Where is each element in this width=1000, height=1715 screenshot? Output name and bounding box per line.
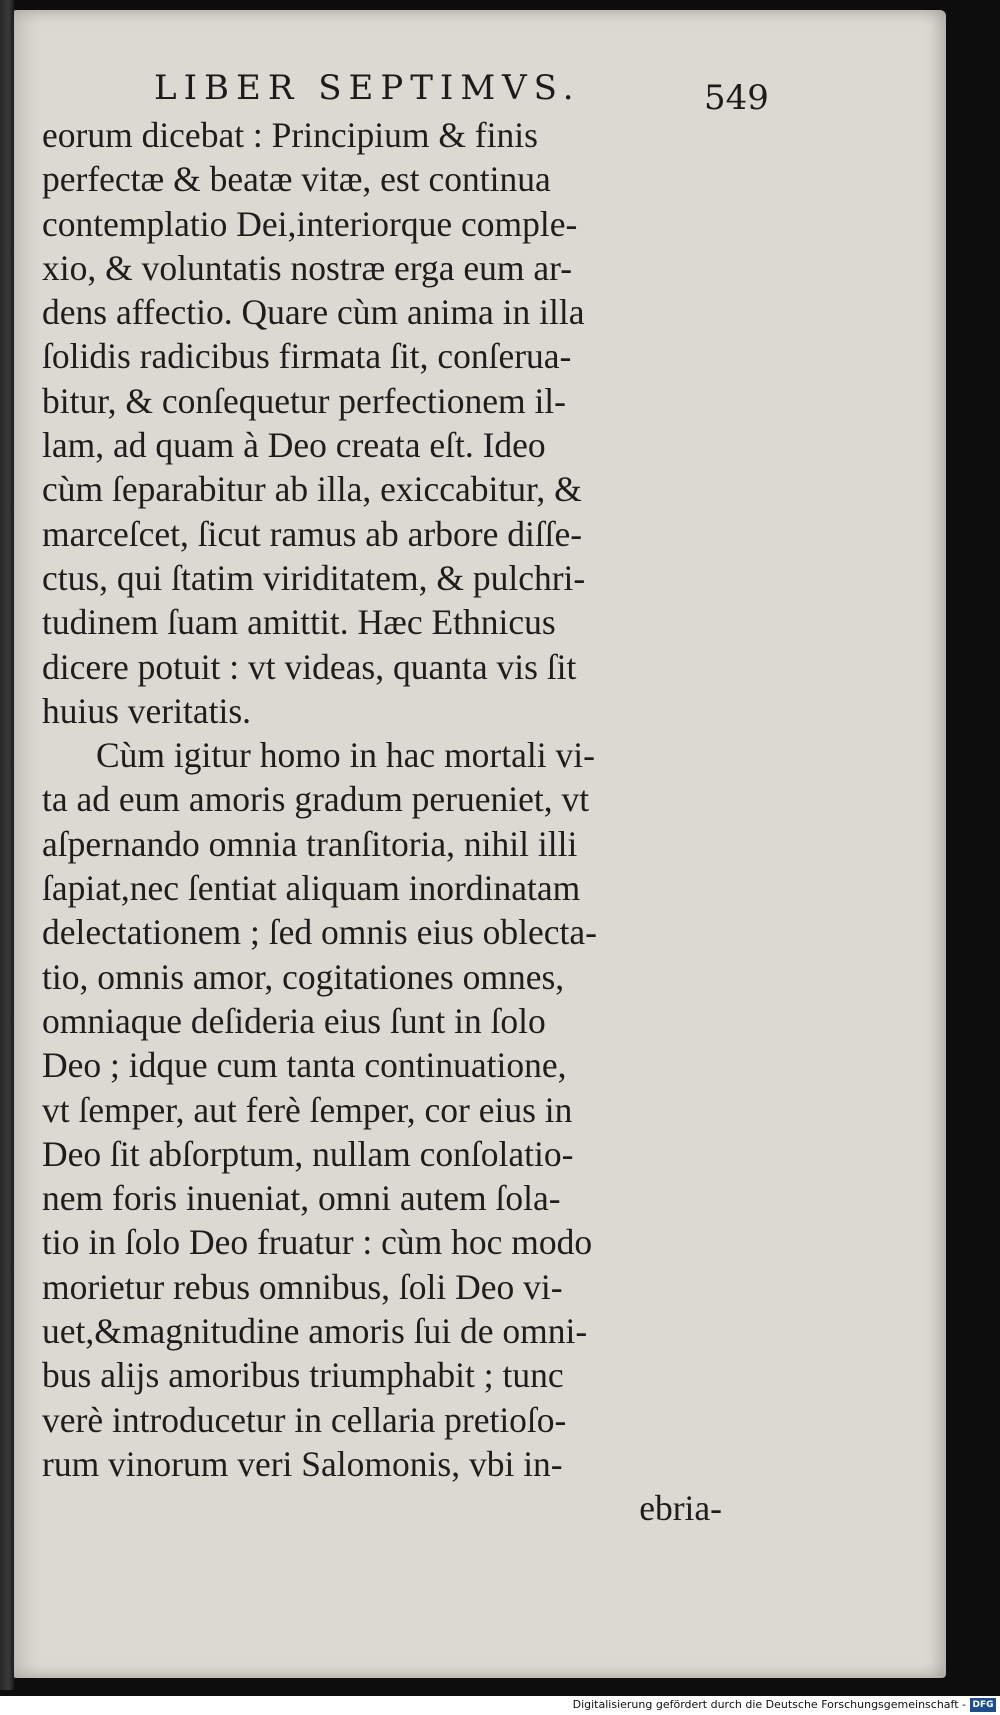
- digitization-footer: [0, 1696, 1000, 1715]
- text-line: tudinem ſuam amittit. Hæc Ethnicus: [42, 602, 556, 643]
- text-line: bitur, & conſequetur perfectionem il-: [42, 380, 566, 421]
- text-line: ta ad eum amoris gradum perueniet, vt: [42, 779, 590, 820]
- text-line: aſpernando omnia tranſitoria, nihil illi: [42, 823, 578, 864]
- text-line: bus alijs amoribus triumphabit ; tunc: [42, 1355, 564, 1396]
- text-line: cùm ſeparabitur ab illa, exiccabitur, &: [42, 469, 582, 510]
- text-line: tio, omnis amor, cogitationes omnes,: [42, 956, 565, 997]
- text-line: lam, ad quam à Deo creata eſt. Ideo: [42, 425, 546, 466]
- page-header: [14, 60, 946, 120]
- text-line: omniaque deſideria eius ſunt in ſolo: [42, 1000, 546, 1041]
- paragraph-1: [42, 113, 722, 733]
- text-line: Cùm igitur homo in hac mortali vi-: [96, 735, 595, 776]
- text-line: rum vinorum veri Salomonis, vbi in-: [42, 1443, 563, 1484]
- text-line: uet,&magnitudine amoris ſui de omni-: [42, 1311, 588, 1352]
- catchword: ebria-: [639, 1488, 722, 1529]
- paragraph-2: [42, 733, 722, 1486]
- book-spine-edge: [0, 0, 14, 1690]
- text-line: eorum dicebat : Principium & finis: [42, 115, 538, 155]
- text-line: marceſcet, ſicut ramus ab arbore diſſe-: [42, 513, 583, 554]
- text-line: ſapiat,nec ſentiat aliquam inordinatam: [42, 868, 581, 909]
- body-text: [42, 113, 722, 1531]
- text-line: nem foris inueniat, omni autem ſola-: [42, 1178, 561, 1219]
- text-line: perfectæ & beatæ vitæ, est continua: [42, 159, 551, 200]
- text-line: ſolidis radicibus firmata ſit, conſerua-: [42, 336, 572, 377]
- book-page: [14, 10, 946, 1678]
- text-line: tio in ſolo Deo fruatur : cùm hoc modo: [42, 1222, 593, 1263]
- text-line: dens affectio. Quare cùm anima in illa: [42, 292, 585, 333]
- text-line: vt ſemper, aut ferè ſemper, cor eius in: [42, 1089, 573, 1130]
- text-line: delectationem ; ſed omnis eius oblecta-: [42, 912, 597, 953]
- text-line: dicere potuit : vt videas, quanta vis ſit: [42, 646, 577, 687]
- text-line: verè introducetur in cellaria pretioſo-: [42, 1399, 567, 1440]
- text-line: Deo ſit abſorptum, nullam conſolatio-: [42, 1133, 574, 1174]
- text-line: morietur rebus omnibus, ſoli Deo vi-: [42, 1266, 563, 1307]
- text-line: xio, & voluntatis nostræ erga eum ar-: [42, 247, 573, 288]
- page-number: 549: [704, 78, 769, 118]
- text-line: Deo ; idque cum tanta continuatione,: [42, 1045, 567, 1086]
- text-line: huius veritatis.: [42, 690, 252, 731]
- funding-credit: Digitalisierung gefördert durch die Deutsche Forschungsgemeinschaft -: [572, 1698, 966, 1711]
- running-head: LIBER SEPTIMVS.: [154, 68, 581, 108]
- text-line: contemplatio Dei,interiorque comple-: [42, 203, 578, 244]
- text-line: ctus, qui ſtatim viriditatem, & pulchri-: [42, 557, 586, 598]
- dfg-logo: DFG: [970, 1698, 996, 1712]
